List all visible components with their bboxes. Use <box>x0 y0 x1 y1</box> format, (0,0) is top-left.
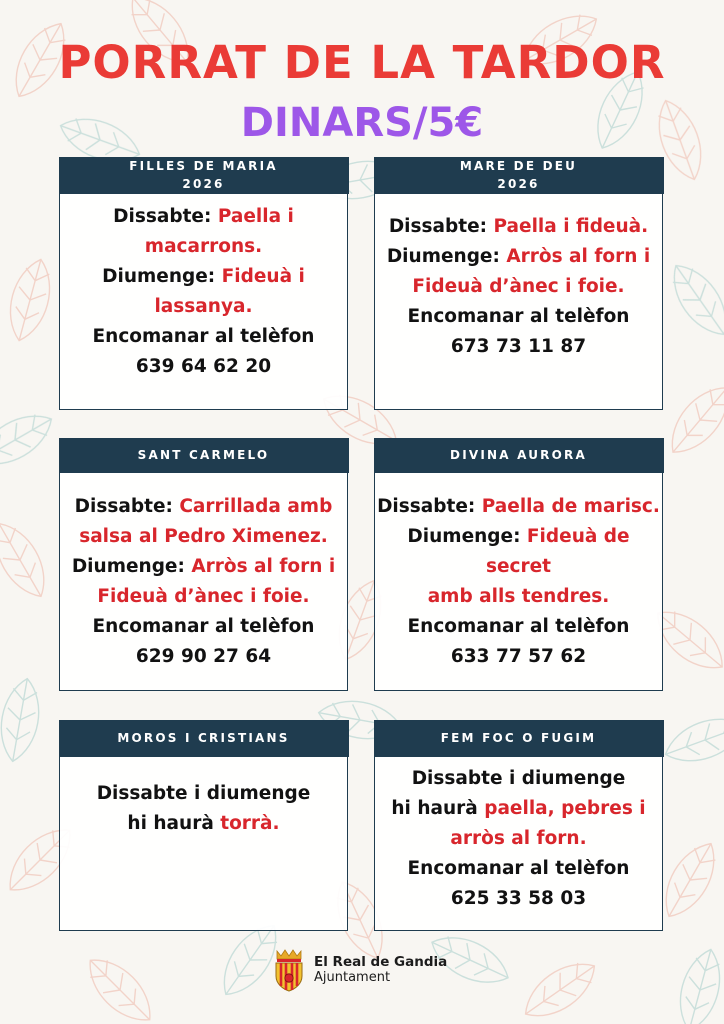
card-text-line <box>412 272 624 302</box>
footer-logo <box>272 948 447 992</box>
menu-card <box>59 157 348 410</box>
card-header-line: 2026 <box>182 177 225 191</box>
card-text-line <box>408 854 630 884</box>
body-text: Dissabte i diumenge <box>96 783 311 804</box>
card-text-line <box>377 492 660 522</box>
body-text: Encomanar al telèfon <box>92 326 315 347</box>
highlighted-text: Fideuà d’ànec i foie. <box>97 586 310 607</box>
card-header <box>374 438 664 473</box>
card-text-line <box>136 352 271 382</box>
coat-of-arms-icon <box>272 948 306 992</box>
highlighted-text: macarrons. <box>144 236 263 257</box>
menu-card <box>374 720 663 931</box>
highlighted-text: Paella de marisc. <box>481 496 660 517</box>
body-text: Encomanar al telèfon <box>407 616 630 637</box>
highlighted-text: Carrillada amb <box>179 496 333 517</box>
body-text: 673 73 11 87 <box>450 336 587 357</box>
card-text-line <box>97 582 309 612</box>
footer-name: El Real de Gandia <box>314 954 448 970</box>
menu-card <box>374 438 663 691</box>
card-text-line <box>127 809 279 839</box>
menu-card <box>59 720 348 931</box>
highlighted-text: Paella i fideuà. <box>493 216 649 237</box>
card-body <box>375 758 662 930</box>
card-text-line <box>93 612 315 642</box>
card-header <box>374 157 664 194</box>
card-text-line <box>72 552 335 582</box>
highlighted-text: Fideuà de <box>526 526 630 547</box>
card-text-line <box>389 212 648 242</box>
card-text-line <box>145 232 262 262</box>
card-text-line <box>486 552 551 582</box>
card-text-line <box>113 202 294 232</box>
highlighted-text: torrà. <box>220 813 280 834</box>
card-text-line <box>451 332 586 362</box>
card-body <box>60 758 347 930</box>
body-text: Diumenge: <box>102 266 222 287</box>
card-text-line <box>451 642 586 672</box>
highlighted-text: Paella i <box>217 206 294 227</box>
body-text: Diumenge: <box>386 246 507 267</box>
card-text-line <box>79 522 328 552</box>
card-header-line: MARE DE DEU <box>459 159 578 173</box>
card-text-line <box>450 824 586 854</box>
footer-subtitle: Ajuntament <box>314 970 391 985</box>
highlighted-text: Fideuà d’ànec i foie. <box>412 276 625 297</box>
card-text-line <box>412 764 626 794</box>
highlighted-text: arròs al forn. <box>450 828 587 849</box>
card-header-line: MOROS I CRISTIANS <box>117 731 290 745</box>
card-text-line <box>154 292 252 322</box>
body-text: Encomanar al telèfon <box>92 616 315 637</box>
body-text: hi haurà <box>391 798 485 819</box>
body-text: 629 90 27 64 <box>135 646 272 667</box>
highlighted-text: lassanya. <box>154 296 253 317</box>
card-text-line <box>407 522 629 552</box>
body-text: Encomanar al telèfon <box>407 306 630 327</box>
body-text: 625 33 58 03 <box>450 888 587 909</box>
highlighted-text: amb alls tendres. <box>427 586 610 607</box>
body-text: Diumenge: <box>71 556 192 577</box>
body-text: Diumenge: <box>407 526 527 547</box>
body-text: Encomanar al telèfon <box>407 858 630 879</box>
card-header-line: SANT CARMELO <box>137 448 270 462</box>
highlighted-text: Arròs al forn i <box>506 246 651 267</box>
card-header <box>59 438 349 473</box>
card-text-line <box>102 262 305 292</box>
card-text-line <box>451 884 586 914</box>
card-header-line: FILLES DE MARIA <box>129 159 278 173</box>
card-header-line: DIVINA AURORA <box>450 448 587 462</box>
body-text: Dissabte: <box>377 496 482 517</box>
card-text-line <box>136 642 271 672</box>
body-text: Dissabte: <box>388 216 494 237</box>
card-text-line <box>97 779 311 809</box>
card-header-line: FEM FOC O FUGIM <box>440 731 597 745</box>
menu-card <box>59 438 348 691</box>
card-body <box>60 195 347 409</box>
highlighted-text: paella, pebres i <box>484 798 646 819</box>
body-text: Dissabte i diumenge <box>411 768 626 789</box>
highlighted-text: Arròs al forn i <box>191 556 336 577</box>
menu-card <box>374 157 663 410</box>
card-header <box>59 157 349 194</box>
card-text-line <box>93 322 315 352</box>
card-body <box>375 195 662 409</box>
card-text-line <box>75 492 333 522</box>
card-header-line: 2026 <box>497 177 540 191</box>
card-text-line <box>387 242 650 272</box>
card-header <box>59 720 349 757</box>
body-text: 639 64 62 20 <box>135 356 272 377</box>
highlighted-text: secret <box>485 556 552 577</box>
card-body <box>375 474 662 690</box>
body-text: 633 77 57 62 <box>450 646 587 667</box>
page-title: PORRAT DE LA TARDOR <box>58 36 666 89</box>
highlighted-text: Fideuà i <box>221 266 305 287</box>
body-text: hi haurà <box>127 813 221 834</box>
page-subtitle: DINARS/5€ <box>240 100 484 146</box>
body-text: Dissabte: <box>74 496 180 517</box>
highlighted-text: salsa al Pedro Ximenez. <box>79 526 328 547</box>
card-text-line <box>408 612 630 642</box>
card-text-line <box>428 582 610 612</box>
body-text: Dissabte: <box>113 206 218 227</box>
card-body <box>60 474 347 690</box>
card-text-line <box>391 794 645 824</box>
card-header <box>374 720 664 757</box>
card-text-line <box>408 302 630 332</box>
